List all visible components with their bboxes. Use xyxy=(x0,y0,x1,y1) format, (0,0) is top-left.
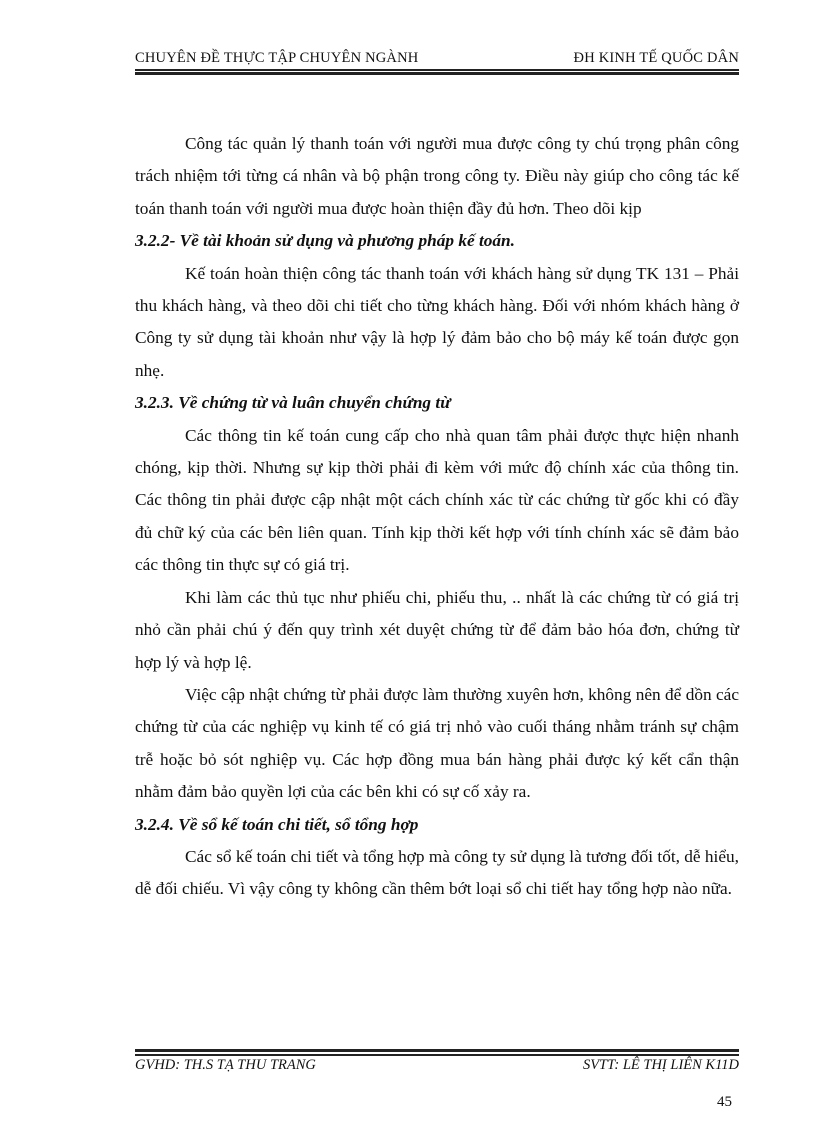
section-heading-3-2-4: 3.2.4. Về sổ kế toán chi tiết, sổ tổng hợp xyxy=(135,814,419,834)
section-heading-3-2-3: 3.2.3. Về chứng từ và luân chuyển chứng từ xyxy=(135,393,451,413)
header-rule-thick xyxy=(135,72,739,75)
paragraph-6: Các sổ kế toán chi tiết và tổng hợp mà công ty sử dụng là tương đối tốt, dễ hiểu, dễ đối chiếu. Vì vậy công ty không cần thêm bớt loại sổ chi tiết hay tổng hợp nào nữa. xyxy=(135,846,739,899)
page-footer xyxy=(135,1057,739,1079)
page-number: 45 xyxy=(717,1094,732,1110)
document-body xyxy=(135,128,739,906)
footer-supervisor: GVHD: TH.S TẠ THU TRANG xyxy=(135,1057,316,1073)
header-university: ĐH KINH TẾ QUỐC DÂN xyxy=(573,50,739,66)
page-header xyxy=(135,46,739,68)
header-rule-thin xyxy=(135,69,739,71)
paragraph-5: Việc cập nhật chứng từ phải được làm thường xuyên hơn, không nên để dồn các chứng từ của các nghiệp vụ kinh tế có giá trị nhỏ vào cuối tháng nhằm tránh sự chậm trễ hoặc bỏ sót nghiệp vụ. Các hợp đồng mua bán hàng phải được ký kết cẩn thận nhằm đảm bảo quyền lợi của các bên khi có sự cố xảy ra. xyxy=(135,684,739,802)
paragraph-1: Công tác quản lý thanh toán với người mua được công ty chú trọng phân công trách nhiệm tới từng cá nhân và bộ phận trong công ty. Điều này giúp cho công tác kế toán thanh toán với người mua được hoàn thiện đầy đủ hơn. Theo dõi kịp xyxy=(135,134,739,218)
section-heading-3-2-2: 3.2.2- Về tài khoản sử dụng và phương pháp kế toán. xyxy=(135,231,515,251)
header-course-title: CHUYÊN ĐỀ THỰC TẬP CHUYÊN NGÀNH xyxy=(135,50,419,66)
paragraph-2: Kế toán hoàn thiện công tác thanh toán với khách hàng sử dụng TK 131 – Phải thu khách hàng, và theo dõi chi tiết cho từng khách hàng. Đối với nhóm khách hàng ở Công ty sử dụng tài khoản như vậy là hợp lý đảm bảo cho bộ máy kế toán được gọn nhẹ. xyxy=(135,263,739,380)
paragraph-3: Các thông tin kế toán cung cấp cho nhà quan tâm phải được thực hiện nhanh chóng, kịp thời. Nhưng sự kịp thời phải đi kèm với mức độ chính xác của thông tin. Các thông tin phải được cập nhật một cách chính xác từ các chứng từ gốc khi có đầy đủ chữ ký của các bên liên quan. Tính kịp thời kết hợp với tính chính xác sẽ đảm bảo các thông tin thực sự có giá trị. xyxy=(135,425,739,575)
footer-rule-thick xyxy=(135,1049,739,1052)
footer-rule-thin xyxy=(135,1054,739,1056)
paragraph-4: Khi làm các thủ tục như phiếu chi, phiếu thu, .. nhất là các chứng từ có giá trị nhỏ cần phải chú ý đến quy trình xét duyệt chứng từ để đảm bảo hóa đơn, chứng từ hợp lý và hợp lệ. xyxy=(135,587,739,672)
footer-student: SVTT: LÊ THỊ LIÊN K11D xyxy=(582,1057,739,1073)
